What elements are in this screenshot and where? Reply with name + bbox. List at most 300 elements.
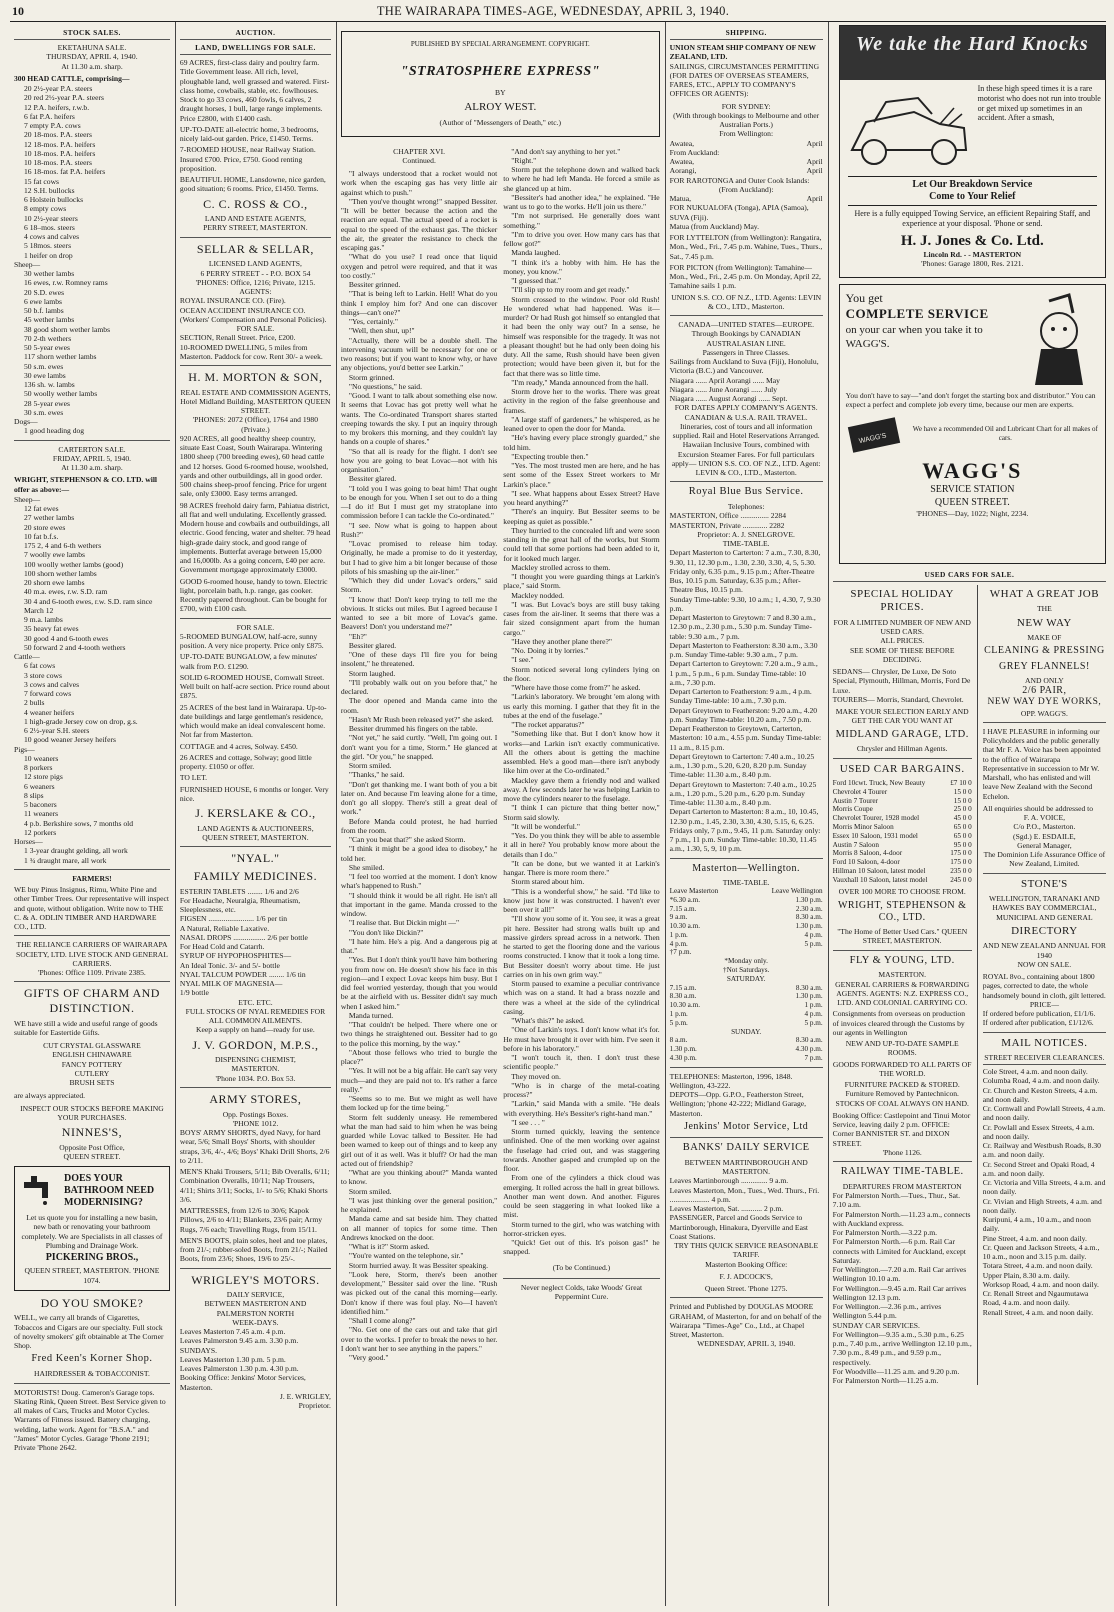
story-paragraph: She smiled. [348, 862, 385, 872]
army-item: MATTRESSES, from 12/6 to 30/6; Kapok Pillows, 2/6 to 4/11; Blankets, 23/6 pair; Army Rugs, 7/6 each; Travelling Rugs, from 15/11. [179, 1206, 323, 1234]
timetable-row: Depart Greytown to Featherston: 9.20 a.m., 4.20 p.m. Sunday Time-table: 10.20 a.m., 7.50 p.m. [669, 705, 818, 724]
story-paragraph: "I was just thinking over the general position," he explained. [340, 1195, 498, 1215]
story-paragraph: Mackley gave them a friendly nod and walked away. A few seconds later he was helping Larkin to move the cylinders nearer to the fuselage. [503, 775, 660, 804]
price-26: 2/6 PAIR, [1022, 684, 1067, 696]
stock-item: 3 store cows [24, 670, 62, 680]
bathroom-title: DOES YOUR BATHROOM NEED MODERNISING? [64, 1172, 155, 1209]
story-paragraph: "He's having every place strongly guarded," she told him. [503, 433, 660, 452]
banks-booking: Masterton Booking Office: [705, 1259, 788, 1269]
stock-sales-header: STOCK SALES. [14, 28, 170, 40]
story-col-a [341, 147, 497, 1363]
timetable-row: Depart Carterton to Featherston: 9 a.m., 4 p.m. Sunday Time-table: 10 a.m., 7.30 p.m. [669, 687, 812, 706]
voice-co: The Dominion Life Assurance Office of New Zealand, Limited. [983, 850, 1106, 869]
gifts-text: WE have still a wide and useful range of goods suitable for Eastertide Gifts. [14, 1018, 158, 1037]
gifts-after: are always appreciated. [14, 1091, 86, 1101]
story-paragraph: Storm grinned. [348, 372, 395, 382]
dogs-item: 1 good heading dog [24, 426, 85, 436]
fly-agents: GENERAL CARRIERS & FORWARDING AGENTS. AGENTS: N.Z. EXPRESS CO., LTD. AND COLONIAL CARRYING CO. [835, 979, 970, 1008]
timetable-row [670, 1019, 823, 1028]
stock-item: 16 ewes, r.w. Romney rams [24, 278, 108, 288]
banks-sub: BETWEEN MARTINBOROUGH AND MASTERTON. [684, 1157, 808, 1177]
timetable-cell: 10.30 a.m. [669, 922, 701, 931]
gift-item: CUTLERY [74, 1068, 110, 1078]
nyal-items [180, 887, 331, 998]
story-paragraph: "Which they did under Lovac's orders," said Storm. [340, 576, 498, 595]
fly-goods: GOODS FORWARDED TO ALL PARTS OF THE WORLD. [832, 1059, 972, 1078]
story-paragraph: Storm stared about him. [511, 877, 585, 887]
tourers: TOURERS— Morris, Standard, Chevrolet. [832, 694, 964, 704]
stock-item: 45 wether lambs [24, 315, 75, 325]
story-paragraph: "Have they another plane there?" [511, 636, 612, 646]
story-paragraph: "Then you've thought wrong!" snapped Bessiter. "It will be better because the action and the reaction are equal. The actual speed of a rocket is equal to the speed of the exhaust gas. The thicker the air, the greater the resistance to check the escaping gas." [340, 196, 498, 253]
sale2-lead: WRIGHT, STEPHENSON & CO. LTD. will offer as above:— [14, 475, 158, 494]
gift-item: ENGLISH CHINAWARE [52, 1050, 132, 1060]
story-paragraph: "Eh?" [348, 631, 367, 641]
korner-sub: HAIRDRESSER & TOBACCONIST. [34, 1369, 150, 1379]
timetable-row: Depart Masterton to Greytown: 7 and 8.30 a.m., 12.30 p.m., 2.30 p.m., 5.30 p.m. Sunday Time-table: 9.30 a.m., 7 p.m. [669, 613, 816, 641]
car-model: Morris Minor Saloon [832, 822, 894, 831]
stock-item: 28 5-year ewes [24, 398, 70, 408]
ross-sub: LAND AND ESTATE AGENTS, [204, 214, 306, 224]
make-of: MAKE OF [1027, 633, 1062, 643]
timetable-cell: Leave Masterton [669, 887, 719, 896]
timetable-row [670, 1054, 823, 1063]
timetable-cell: 8 a.m. [669, 1036, 688, 1045]
horses-label: Horses— [14, 837, 43, 847]
stock-item: 10 2½-year steers [24, 213, 78, 223]
sailing-row: Niagara ...... August Aorangi ...... Sept. [669, 394, 788, 404]
reliance-text: THE RELIANCE CARRIERS OF WAIRARAPA SOCIETY, LTD. LIVE STOCK AND GENERAL CARRIERS. [15, 940, 168, 968]
story-paragraph: "I guessed that." [511, 276, 562, 286]
nyal-full: FULL STOCKS OF NYAL REMEDIES FOR [185, 1006, 326, 1016]
shipping-header: SHIPPING. [670, 28, 823, 40]
mail-clearance: Cr. Cornwall and Powlall Streets, 4 a.m. and noon daily. [982, 1104, 1106, 1123]
stock-item: 100 woolly wether lambs (good) [24, 559, 124, 569]
kerslake-sub: LAND AGENTS & AUCTIONEERS, [197, 823, 314, 833]
fly-name: FLY & YOUNG, LTD. [849, 954, 955, 966]
property-listing: GOOD 6-roomed house, handy to town. Electric light, porcelain bath, h.p. range, gas cooker. Recently papered throughout. Can be bought for £700, with £100 cash. [179, 576, 328, 614]
column-4 [666, 22, 829, 1606]
story-paragraph: "Larkin's laboratory. We brought 'em along with us early this morning. I gather that they fit in the tubes at the end of the fuselage." [503, 692, 660, 720]
sheep-items [14, 269, 170, 417]
story-paragraph: "What is it?" Storm asked. [348, 1242, 430, 1252]
story-paragraph: "You're wanted on the telephone, sir." [348, 1251, 464, 1261]
timetable-row [670, 1045, 823, 1054]
banks-title: BANKS' DAILY SERVICE [682, 1142, 810, 1154]
army-item: MEN'S BOOTS, plain soles, heel and toe plates, from 21/-; rubber-soled Boots, from 21/-; Nailed Boots, from 23/6; Shoes, 19/6 to 25/-. [179, 1235, 328, 1264]
medicine-item: NASAL DROPS ................. 2/6 per bottle [179, 932, 308, 942]
car-price-row [833, 876, 972, 885]
special-see: SEE SOME OF THESE BEFORE DECIDING. [849, 645, 955, 664]
ship-name: Awatea, [669, 157, 695, 167]
special-all: ALL PRICES. [880, 636, 925, 646]
canada-text: Through Bookings by CANADIAN AUSTRALASIAN LINE. [691, 329, 801, 348]
ship-month: April [806, 138, 823, 148]
timetable-row: For Palmerston North.—3.22 p.m. [832, 1228, 938, 1238]
stones-order2: If ordered after publication, £1/12/6. [982, 1018, 1094, 1028]
gordon-name: J. V. GORDON, M.P.S., [192, 1037, 319, 1052]
lyttelton: FOR LYTTELTON (from Wellington): Rangatira, Mon., Wed., Fri., 7.45 p.m. Wahine, Tues., Thurs., Sat., 7.45 p.m. [669, 233, 823, 261]
wagg-you: You get [845, 291, 883, 305]
car-price-row [833, 823, 972, 832]
stones-sale: NOW ON SALE. [1017, 959, 1072, 969]
stock-item: 5 baconers [24, 800, 57, 810]
story-paragraph: "You don't like Dickin?" [348, 927, 424, 937]
timetable-row [670, 1010, 823, 1019]
breakdown-ad-top [840, 26, 1105, 176]
stones-and: AND NEW ZEALAND ANNUAL FOR 1940 [982, 941, 1106, 960]
rarotonga: FOR RAROTONGA and Outer Cook Islands: [669, 175, 810, 185]
car-price-row [833, 779, 972, 788]
story-paragraph: "It will be wonderful." [511, 821, 580, 831]
story-paragraph: "I'm not surprised. He generally does want something." [503, 211, 660, 230]
union-agents: UNION S.S. CO. OF N.Z., LTD. Agents: LEVIN & CO., LTD., Masterton. [671, 292, 822, 311]
make-selection: MAKE YOUR SELECTION EARLY AND GET THE CAR YOU WANT AT [835, 707, 969, 726]
medicine-item: A Natural, Reliable Laxative. [179, 923, 270, 933]
timetable-row: For Wellington.—2.36 p.m., arrives Wellington 5.44 p.m. [832, 1302, 942, 1321]
timetable-cell: 1.30 p.m. [795, 922, 823, 931]
morton-sub: REAL ESTATE AND COMMISSION AGENTS, [180, 387, 331, 397]
story-paragraph: "Lovac promised to release him today. Originally, he made a promise to do it yesterday, but I had to give him a bit longer because of those pilots of his smashing up the air-liner." [340, 539, 498, 576]
car-model: Austin 7 Saloon [832, 840, 879, 849]
car-model: Austin 7 Tourer [832, 796, 878, 805]
timetable-row: For Palmerston North.—11.23 a.m., connects with Auckland express. [832, 1209, 971, 1228]
bluebus-prop: Proprietor: A. J. SNELGROVE. [697, 529, 795, 539]
rarotonga-from: (From Auckland): [718, 184, 774, 194]
gordon-town: MASTERTON. [231, 1064, 280, 1074]
story-author: ALROY WEST. [464, 100, 537, 113]
timetable-cell: 1 p.m. [669, 930, 688, 939]
timetable-row [670, 896, 823, 905]
story-by: BY [495, 87, 506, 97]
stock-item: 12 store pigs [24, 772, 63, 782]
story-paragraph: "Good. I want to talk about something else now. It seems that Lovac has got pretty well what he wants. The Co-ordinated Transport shares started creeping towards the sky. I put an inquiry through to my brokers this morning, and they couldn't lay hands on a couple of shares." [340, 391, 498, 447]
car-model: Morris 8 Saloon, 4-door [832, 849, 903, 858]
story-paragraph: "Look here, Storm, there's been another development," Bessiter said over the line. "Rush was picked out of the canal this morning—early. Don't know if there was foul play. No—I haven't identified him." [340, 1269, 498, 1316]
sellar-forsale: FOR SALE. [236, 324, 275, 334]
mail-clearance: Cole Street, 4 a.m. and noon daily. [982, 1067, 1088, 1077]
stock-item: 7 woolly ewe lambs [24, 550, 85, 560]
wagg-text: You don't have to say—"and don't forget the starting box and distributor." You can expect a perfect and complete job every time, because our men are experts. [845, 391, 1096, 410]
ninnes-addr1: Opposite Post Office, [59, 1142, 125, 1152]
stones-sub: WELLINGTON, TARANAKI AND HAWKES BAY COMMERCIAL, MUNICIPAL AND GENERAL [989, 894, 1100, 922]
story-paragraph: Before Manda could protest, he had hurried from the room. [340, 816, 498, 835]
stock-item: 12 P.A. heifers, r.w.b. [24, 102, 90, 112]
timetable-row: Depart Carterton to Masterton: 8 a.m., 10, 10.45, 12.30 p.m., 1.45, 2.30, 3.30, 4.30, 5.15, 6, 6.25. Fridays only, 7 p.m., 9.45, 11 p.m. Saturday only: 7 p.m., 11 p.m. Sunday Time-table: 10.30, 11.45 a.m., 1.30, 5, 9, 10 p.m. [669, 807, 821, 854]
mail-title: MAIL NOTICES. [1001, 1036, 1088, 1049]
stock-item: 7 empty P.A. cows [24, 121, 81, 131]
masthead [10, 4, 1106, 22]
rail-lines [833, 1191, 972, 1385]
timetable-cell: 4.30 p.m. [669, 1053, 697, 1062]
column-1 [10, 22, 176, 1606]
masthead-title: THE WAIRARAPA TIMES-AGE, WEDNESDAY, APRIL 3, 1940. [376, 3, 730, 18]
jenkins-name: Jenkins' Motor Service, Ltd [684, 1120, 809, 1132]
stock-item: 12 fat ewes [24, 504, 59, 514]
stock-item: 12 18-mos. P.A. heifers [24, 139, 96, 149]
union-title: UNION STEAM SHIP COMPANY OF NEW ZEALAND, LTD. [669, 43, 816, 62]
horses-items [14, 846, 170, 865]
stones-order1: If ordered before publication, £1/1/6. [982, 1009, 1096, 1019]
car-price-row [833, 814, 972, 823]
story-paragraph: "I'm to drive you over. How many cars has that fellow got?" [503, 229, 660, 249]
waggs-ad [839, 284, 1106, 564]
wrigley-sub: DAILY SERVICE, [226, 1290, 285, 1300]
voice-name: F. A. VOICE, [1023, 813, 1065, 823]
stock-item: 6 fat P.A. heifers [24, 111, 75, 121]
mail-clearance: Cr. Powlall and Essex Streets, 4 a.m. and noon daily. [982, 1122, 1095, 1141]
story-paragraph: "One of Larkin's toys. I don't know what it's for. He must have brought it over with him. I've seen it before in his laboratory." [503, 1025, 660, 1053]
story-paragraph: "Who is in charge of the metal-coating process?" [503, 1080, 660, 1100]
timetable-cell: 1.30 p.m. [795, 895, 823, 904]
sellar-agents: AGENTS: [239, 287, 272, 297]
fly-phone: 'Phone 1126. [882, 1147, 922, 1157]
ross-name: C. C. ROSS & CO., [203, 196, 308, 211]
timetable-subhead: SUNDAY. [731, 1027, 762, 1036]
gordon-sub: DISPENSING CHEMIST, [214, 1055, 296, 1065]
page-number: 10 [12, 4, 24, 19]
story-paragraph: "I won't touch it, then. I don't trust these scientific people." [503, 1053, 660, 1072]
sale2-title: CARTERTON SALE. [58, 444, 126, 454]
story-paragraph: "Seems so to me. But we might as well have them locked up for the time being." [340, 1094, 498, 1113]
timetable-cell: 5 p.m. [804, 939, 823, 948]
chapter-label: CHAPTER XVI. [393, 146, 446, 156]
story-paragraph: "Very good." [348, 1353, 389, 1363]
story-paragraph: They hurried to the concealed lift and were soon standing in the great hall of the works, but Storm could tell that some portions had been added to it, for it looked much larger. [503, 525, 660, 563]
the-label: THE [1037, 604, 1052, 614]
column-5-6 [829, 22, 1106, 1606]
kerslake-listings [180, 632, 331, 803]
story-paragraph: "One of these days I'll fire you for being insolent," he threatened. [340, 650, 498, 669]
story-paragraph: "Yes. The most trusted men are here, and he has sent some of the Essex Street workers to Mr Larkin's place." [503, 461, 660, 489]
gifts-title: GIFTS OF CHARM AND DISTINCTION. [23, 986, 160, 1015]
mw-title: Masterton—Wellington. [692, 862, 801, 874]
wagg-phones: 'PHONES—Day, 1022; Night, 2234. [916, 508, 1029, 518]
wagg-car: on your car when you take it to WAGG'S. [845, 324, 983, 350]
property-listing: COTTAGE and 4 acres, Solway. £450. [179, 741, 298, 751]
timetable-cell: 5 p.m. [669, 1018, 688, 1027]
stock-item: 30 ewe lambs [24, 370, 66, 380]
fly-booking: Booking Office: Castlepoint and Tinui Motor Service, leaving daily 2 p.m. OFFICE: Corner BANNISTER ST. and DIXON STREET. [832, 1110, 971, 1148]
rail-title: RAILWAY TIME-TABLE. [840, 1166, 964, 1178]
story-paragraph: "The rocket apparatus?" [511, 720, 585, 730]
timetable-cell: 9 a.m. [669, 913, 688, 922]
pickering-addr: QUEEN STREET, MASTERTON. 'PHONE 1074. [24, 1266, 160, 1285]
story-paragraph: Bessiter glared. [348, 474, 397, 484]
stock-item: 10 weaners [24, 753, 59, 763]
kerslake-name: J. KERSLAKE & CO., [195, 806, 316, 821]
timetable-cell: Leave Wellington [771, 887, 823, 896]
story-paragraph: "I think I can picture that thing better now," Storm said slowly. [503, 803, 660, 822]
medicine-item: For Head Cold and Catarrh. [179, 942, 265, 952]
wrigley-route: BETWEEN MASTERTON AND PALMERSTON NORTH [204, 1299, 307, 1318]
property-listing: 25 ACRES of the best land in Wairarapa. Up-to-date buildings and large gentleman's residence, which would make an ideal convalescent home. Not far from Masterton. [179, 702, 327, 740]
story-paragraph: "I thought you were guarding things at Larkin's place," said Storm. [503, 572, 660, 591]
story-paragraph: "I'll slip up to my room and get ready." [511, 285, 630, 295]
mail-clearance: Cr. Church and Keston Streets, 4 a.m. and noon daily. [982, 1085, 1098, 1104]
morton-name: H. M. MORTON & SON, [188, 370, 323, 385]
story-paragraph: "Yes. It will not be a big affair. He can't say very much—and they are paid not to. It's rather a farce really." [340, 1066, 498, 1094]
story-paragraph: "I see . . . " [511, 1117, 545, 1127]
to-be-continued: (To be Continued.) [552, 1262, 611, 1272]
stones-price: PRICE— [1029, 999, 1059, 1009]
wrecked-car-icon [844, 84, 974, 172]
rail-sub: DEPARTURES FROM MASTERTON [842, 1181, 962, 1191]
mail-clearance: Cr. Vivian and High Streets, 4 a.m. and noon daily. [982, 1196, 1102, 1215]
story-paragraph: Mackley strolled across to them. [511, 562, 611, 572]
story-paragraph: "Not yet," he said curtly. "Well, I'm going out. I don't want you for a time, Storm." He glanced at the girl. "Or you," he snapped. [340, 733, 498, 761]
story-paragraph: "No. Get one of the cars out and take that girl over to the works. I prefer to break the news to her. I don't want her to see anything in the papers." [340, 1325, 498, 1353]
car-price: 175 0 0 [950, 849, 972, 858]
auction-header: AUCTION. [180, 28, 331, 40]
stock-item: 117 shorn wether lambs [24, 352, 97, 362]
ross-addr: PERRY STREET, MASTERTON. [203, 223, 308, 233]
story-paragraph: "Quick! Get out of this. It's poison gas!" he snapped. [503, 1238, 660, 1257]
sale1-items [14, 84, 170, 260]
tap-icon [20, 1172, 58, 1210]
story-paragraph: "Don't get thanking me. I want both of you a bit later on. And because I'm leaving alone for a time, don't go all sloppy. There's still a great deal of work." [340, 779, 498, 817]
timetable-row: Depart Featherston to Greytown, Carterton, Masterton: 10 a.m., 4.55 p.m. Sunday Time-table: 11 a.m., 8.15 p.m. [669, 724, 822, 752]
nyal-supply: Keep a supply on hand—ready for use. [196, 1025, 315, 1035]
stones-dir: DIRECTORY [1011, 924, 1078, 937]
story-paragraph: "I was. But Lovac's boys are still busy taking cases from the air-liner. It seems that there was a fair sized consignment apart from the human cargo." [503, 599, 660, 637]
wrigley-prop: J. E. WRIGLEY, [279, 1391, 331, 1401]
wright-name: WRIGHT, STEPHENSON & CO., LTD. [837, 899, 967, 923]
timetable-cell: 4 p.m. [669, 939, 688, 948]
timetable-row: For Wellington—9.35 a.m., 5.30 p.m., 6.25 p.m., 7.40 p.m., arrive Wellington 12.10 p.m., 7.30 p.m., 8.49 p.m., and 9.59 p.m., respectively. [832, 1329, 972, 1367]
timetable-cell: 5 p.m. [804, 1018, 823, 1027]
stock-item: 20 S.D. ewes [24, 287, 65, 297]
nyal-sub: FAMILY MEDICINES. [193, 868, 318, 883]
car-model: Ford 10 Saloon, 4-door [832, 858, 900, 867]
story-paragraph: "I know that! Don't keep trying to tell me the obvious. It sticks out miles. But I agreed because I wanted to see a bit more of Lovac's game. Beavers! Don't you understand me?" [340, 594, 498, 632]
story-paragraph: "And don't say anything to her yet." [511, 146, 621, 156]
timetable-row [670, 922, 823, 931]
timetable-row [670, 1001, 823, 1010]
property-listing: 7-ROOMED HOUSE, near Railway Station. Insured £700. Price, £750. Good renting proposition. [179, 145, 316, 173]
story-col-b [503, 147, 659, 1363]
published-line: PUBLISHED BY SPECIAL ARRANGEMENT. COPYRIGHT. [410, 40, 590, 48]
timetable-cell: 1 p.m. [804, 1001, 823, 1010]
banks-adcock: F. J. ADCOCK'S, [719, 1271, 773, 1281]
property-listing: 26 ACRES and cottage, Solway; good little property. £1050 or offer. [179, 752, 312, 772]
timetable-cell: 4 p.m. [804, 930, 823, 939]
special-title: SPECIAL HOLIDAY PRICES. [850, 588, 954, 614]
matua-row: Matua, April [669, 194, 823, 204]
sale2-date: FRIDAY, APRIL 5, 1940. [52, 453, 132, 463]
stock-item: 136 sh. w. lambs [24, 380, 75, 390]
sale1-date: THURSDAY, APRIL 4, 1940. [46, 52, 138, 62]
mail-clearance: Worksop Road, 4 a.m. and noon daily. [982, 1279, 1099, 1289]
stock-item: 30 4 and 6-tooth ewes, r.w. S.D. ram since March 12 [24, 596, 153, 615]
mail-clearance: Totara Street, 4 a.m. and noon daily. [982, 1261, 1093, 1271]
stock-item: 7 forward cows [24, 689, 72, 699]
timetable-cell: 8.30 a.m. [795, 913, 823, 922]
sedans: SEDANS— Chrysler, De Luxe, De Soto Special, Plymouth, Hillman, Morris, Ford De Luxe. [832, 667, 971, 695]
stock-item: 20 shorn ewe lambs [24, 578, 85, 588]
opp-waggs: OPP. WAGG'S. [1020, 708, 1068, 718]
car-price: 65 0 0 [953, 831, 972, 840]
wrigley-times [180, 1327, 331, 1373]
story-paragraph: "Hasn't Mr Rush been released yet?" she asked. [348, 714, 494, 724]
story-paragraph: Storm hurried away. It was Bessiter speaking. [348, 1260, 489, 1270]
story-paragraph: "A large staff of gardeners," he whispered, as he leaned over to open the door for Manda. [503, 414, 660, 434]
stock-item: 9 m.a. lambs [24, 615, 63, 625]
canada-rows [670, 376, 823, 404]
story-paragraph: "Yes. But I don't think you'll have him bothering you from now on. He doesn't show his face in this region—and I expect Lovac keeps him busy. But I did feel worried yesterday, though that you would be at the airfield with us. Bessiter didn't say much when I asked him." [340, 955, 498, 1011]
army-item: MEN'S Khaki Trousers, 5/11; Bib Overalls, 6/11; Combination Overalls, 10/11; Nap Trousers, 4/11; Shirts 3/11; Socks, 1/- to 5/6; Khaki Shorts 3/6. [179, 1167, 330, 1204]
medicine-item: NYAL MILK OF MAGNESIA— [179, 979, 283, 989]
story-paragraph: Storm turned to the girl, who was watching with horror-stricken eyes. [503, 1219, 660, 1238]
car-price: 235 0 0 [950, 866, 972, 875]
story-paragraph: "Shall I come along?" [348, 1316, 416, 1326]
story-paragraph: From one of the cylinders a thick cloud was emerging. It rolled across the hall in great billows. Another man went down. And another. Figures could be seen staggering in what looked like a mist. [503, 1173, 660, 1220]
timetable-row: For Wellington.—7.20 a.m. Rail Car arrives Wellington 10.10 a.m. [832, 1265, 967, 1284]
story-paragraph: Storm drove her to the works. There was great activity in the region of the false greenhouse and frames. [503, 387, 660, 415]
timetable-row: Sunday Time-table: 9.30, 10 a.m.; 1, 4.30, 7, 9.30 p.m. [669, 594, 821, 613]
story-paragraph: "It can be done, but we wanted it at Larkin's hangar. There is more room there." [503, 858, 660, 878]
story-paragraph: "What are you thinking about?" Manda wanted to know. [340, 1168, 498, 1187]
car-model: Chevrolet 4 Tourer [832, 787, 888, 796]
pigs-items [14, 754, 170, 837]
car-price: 245 0 0 [950, 875, 972, 884]
gifts-items [14, 1041, 170, 1087]
stock-item: 10 good weaner Jersey heifers [24, 735, 116, 745]
wrigley-title: WRIGLEY'S MOTORS. [191, 1272, 320, 1287]
car-price: £7 10 0 [950, 779, 972, 788]
voice-mgr: General Manager, [1017, 840, 1072, 850]
knocks-desc: Here is a fully equipped Towing Service, an efficient Repairing Staff, and experience at your disposal. 'Phone or send. [854, 209, 1091, 229]
wagg-name: WAGG'S [922, 457, 1023, 483]
story-paragraph: Storm noticed several long cylinders lying on the floor. [503, 664, 660, 683]
dogs-label: Dogs— [14, 417, 38, 427]
ship-row [670, 148, 823, 157]
timetable-row: SUNDAYS. [179, 1345, 217, 1355]
car-price-row [833, 832, 972, 841]
stock-item: 20 store ewes [24, 522, 66, 532]
col5-lower [833, 585, 978, 1385]
story-paragraph: "Bessiter's had another idea," he explained. "He want us to go to the works. He'll join us there." [503, 192, 660, 212]
car-price: 25 0 0 [953, 805, 972, 814]
timetable-cell: 8.30 a.m. [795, 1036, 823, 1045]
nyal-etc: ETC. ETC. [238, 997, 273, 1007]
stock-item: 6 ewe lambs [24, 296, 62, 306]
columns [10, 22, 1106, 1606]
timetable-row [670, 905, 823, 914]
timetable-cell: 7.15 a.m. [669, 983, 697, 992]
column-2 [176, 22, 337, 1606]
farmers-text: WE buy Pinus Insignus, Rimu, White Pine and other Timber Trees. Our representative will inspect and quote, without obligation. Write now to THE C. & A. ODLIN TIMBER AND HARDWARE CO., LTD. [14, 885, 170, 932]
story-paras-b [503, 147, 659, 1257]
morton-addr: Hotel Midland Building, MASTERTON QUEEN STREET. [180, 396, 331, 416]
bluebus-tt: TIME-TABLE. [722, 539, 770, 549]
timetable-row: For Palmerston North.—6 p.m. Rail Car connects with Limited for Auckland, except Saturday. [832, 1237, 966, 1265]
car-price: 175 0 0 [950, 858, 972, 867]
stock-item: 16 18-mos. fat P.A. heifers [24, 167, 106, 177]
sydney-note: (With through bookings to Melbourne and other Australian Ports.) [673, 110, 820, 130]
knocks-text: In these high speed times it is a rare motorist who does not run into trouble or get mixed up sometimes in an accident. After a smash, [977, 84, 1101, 123]
pickering-name: PICKERING BROS., [45, 1252, 139, 1264]
medicine-item: SYRUP OF HYPOPHOSPHITES— [179, 951, 292, 961]
timetable-row [670, 984, 823, 993]
ninnes-addr2: QUEEN STREET. [63, 1151, 121, 1161]
stock-item: 10 18-mos. P.A. steers [24, 158, 92, 168]
army-phone: 'PHONE 1012. [232, 1118, 279, 1128]
gift-item: CUT CRYSTAL GLASSWARE [43, 1041, 141, 1051]
property-listing: UP-TO-DATE BUNGALOW, a few minutes' walk from P.O. £1290. [179, 652, 318, 671]
story-paragraph: "I think it's a hobby with him. He has the money, you know." [503, 257, 660, 276]
mw-tt: TIME-TABLE. [722, 877, 770, 887]
